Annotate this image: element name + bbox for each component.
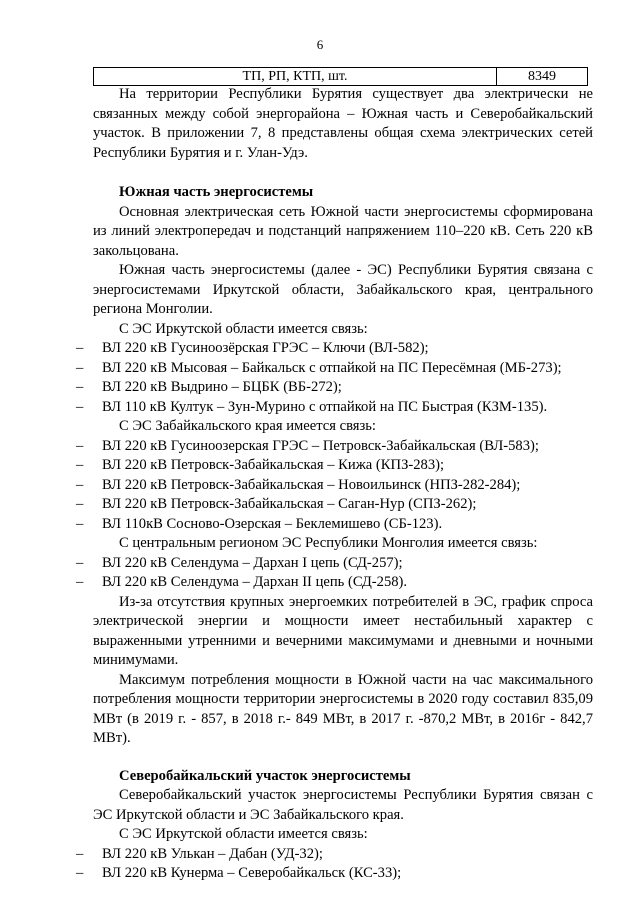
list-item-text: ВЛ 220 кВ Выдрино – БЦБК (ВБ-272); [102, 379, 342, 395]
north-paragraph-1: Северобайкальский участок энергосистемы Республики Бурятия связан с ЭС Иркутской области и ЭС Забайкальского края. [93, 787, 593, 823]
list-item [76, 573, 593, 593]
page-number: 6 [316, 37, 324, 52]
list-item-text: ВЛ 110кВ Сосново-Озерская – Беклемишево (СБ-123). [102, 515, 443, 532]
list-dash: – [76, 515, 84, 532]
north-heading: Северобайкальский участок энергосистемы [119, 767, 411, 784]
list-item-text: ВЛ 220 кВ Гусиноозерская ГРЭС – Петровск-Забайкальская (ВЛ-583); [102, 437, 539, 454]
table-cell-value: 8349 [528, 69, 556, 84]
list-dash: – [76, 865, 84, 881]
list-item-text: ВЛ 220 кВ Петровск-Забайкальская – Новоильинск (НПЗ-282-284); [102, 476, 521, 493]
north-irkutsk-intro: С ЭС Иркутской области имеется связь: [119, 826, 368, 842]
list-item [76, 515, 593, 535]
table-cell-label: ТП, РП, КТП, шт. [94, 68, 497, 85]
list-dash: – [76, 437, 84, 454]
document-body [76, 85, 593, 884]
south-heading: Южная часть энергосистемы [119, 184, 314, 200]
list-dash: – [76, 574, 84, 590]
list-item-text: ВЛ 220 кВ Селендума – Дархан II цепь (СД-258). [102, 574, 408, 590]
list-item-text: ВЛ 220 кВ Кунерма – Северобайкальск (КС-33); [102, 865, 402, 881]
list-item-text: ВЛ 220 кВ Мысовая – Байкальск с отпайкой на ПС Пересёмная (МБ-273); [102, 359, 562, 376]
list-item [76, 476, 593, 496]
list-dash: – [76, 359, 84, 376]
mongolia-intro: С центральным регионом ЭС Республики Монголия имеется связь: [119, 535, 538, 551]
south-paragraph-1: Основная электрическая сеть Южной части энергосистемы сформирована из линий электропередач и подстанций напряжением 110–220 кВ. Сеть 220 кВ закольцована. [93, 203, 593, 259]
list-item [76, 845, 593, 865]
list-item [76, 437, 593, 457]
list-dash: – [76, 476, 84, 493]
list-item [76, 495, 593, 515]
list-dash: – [76, 457, 84, 473]
list-item [76, 398, 593, 418]
list-item [76, 456, 593, 476]
list-dash: – [76, 845, 84, 862]
list-item [76, 554, 593, 574]
list-dash: – [76, 379, 84, 395]
list-item-text: ВЛ 220 кВ Гусиноозёрская ГРЭС – Ключи (ВЛ-582); [102, 340, 429, 356]
list-item [76, 378, 593, 398]
south-paragraph-3: Из-за отсутствия крупных энергоемких потребителей в ЭС, график спроса электрической энергии и мощности имеет нестабильный характер с выраженными утренними и вечерними максимумами и дневными и ночными минимумами. [93, 593, 593, 668]
table-row [93, 67, 588, 86]
intro-paragraph: На территории Республики Бурятия существует два электрически не связанных между собой энергорайона – Южная часть и Северобайкальский участок. В приложении 7, 8 представлены общая схема электрических сетей Республики Бурятия и г. Улан-Удэ. [93, 86, 593, 161]
list-item-text: ВЛ 220 кВ Петровск-Забайкальская – Саган-Нур (СПЗ-262); [102, 496, 477, 512]
list-item-text: ВЛ 220 кВ Улькан – Дабан (УД-32); [102, 845, 323, 862]
irkutsk-intro: С ЭС Иркутской области имеется связь: [119, 320, 368, 337]
list-item-text: ВЛ 110 кВ Култук – Зун-Мурино с отпайкой на ПС Быстрая (КЗМ-135). [102, 398, 548, 415]
list-dash: – [76, 554, 84, 571]
list-item-text: ВЛ 220 кВ Селендума – Дархан I цепь (СД-257); [102, 554, 403, 571]
list-dash: – [76, 340, 84, 356]
zabaikal-intro: С ЭС Забайкальского края имеется связь: [119, 418, 376, 434]
list-item [76, 359, 593, 379]
list-dash: – [76, 496, 84, 512]
list-item [76, 864, 593, 884]
south-paragraph-4: Максимум потребления мощности в Южной части на час максимального потребления мощности территории энергосистемы в 2020 году составил 835,09 МВт (в 2019 г. - 857, в 2018 г.- 849 МВт, в 2017 г. -870,2 МВт, в 2016г - 842,7 МВт). [93, 671, 593, 746]
list-item-text: ВЛ 220 кВ Петровск-Забайкальская – Кижа (КПЗ-283); [102, 457, 445, 473]
south-paragraph-2: Южная часть энергосистемы (далее - ЭС) Республики Бурятия связана с энергосистемами Иркутской области, Забайкальского края, центрального региона Монголии. [93, 262, 593, 317]
list-dash: – [76, 398, 84, 415]
list-item [76, 339, 593, 359]
